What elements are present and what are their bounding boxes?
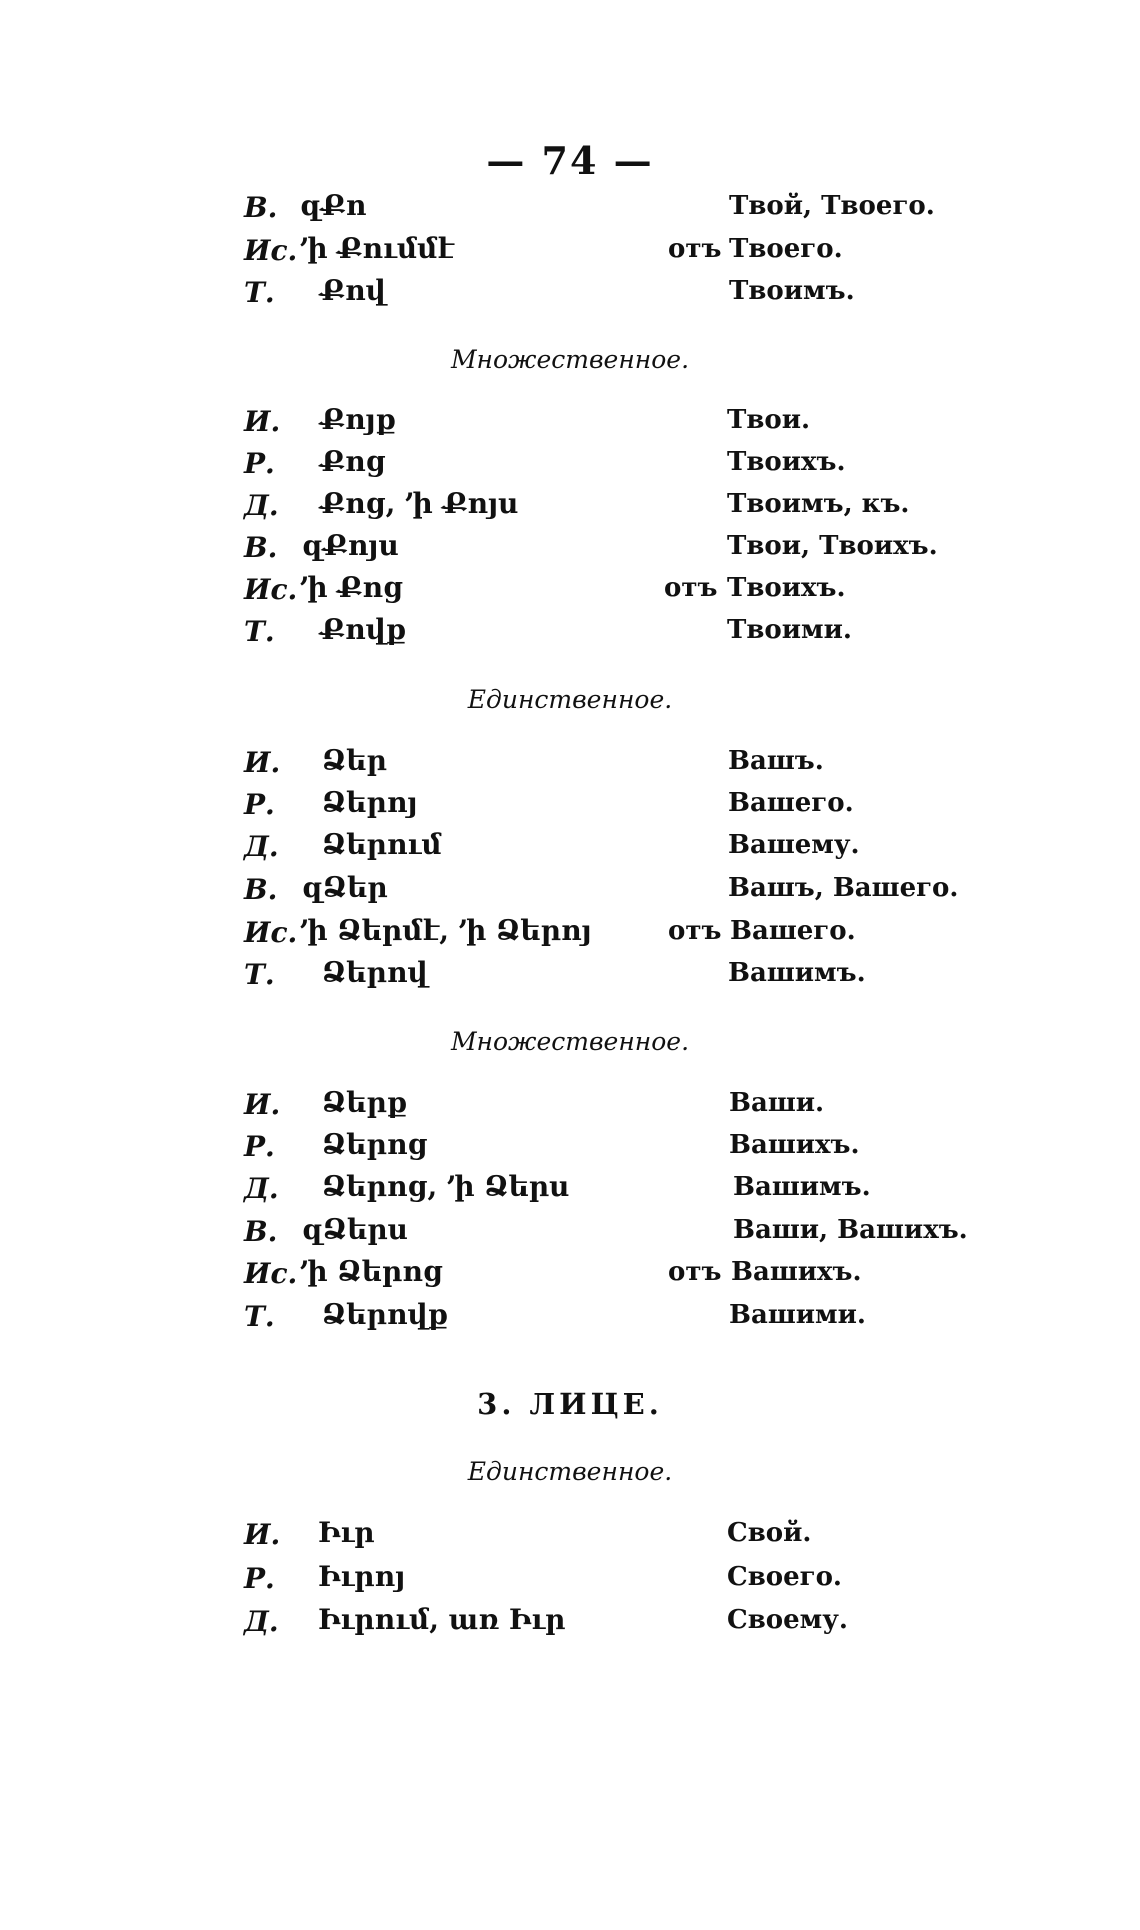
russian-translation: Твои, Твоихъ. xyxy=(727,531,938,561)
translation-prefix: отъ xyxy=(668,916,722,946)
translation-prefix: отъ xyxy=(664,573,718,603)
translation-prefix: отъ xyxy=(668,1257,722,1287)
armenian-form: Քոյք xyxy=(320,403,397,436)
case-label: Т. xyxy=(244,1300,275,1333)
russian-translation: Твой, Твоего. xyxy=(729,191,935,221)
russian-translation: Вашего. xyxy=(728,788,854,818)
declension-row xyxy=(0,1257,1140,1297)
armenian-form: Ձերով xyxy=(322,956,428,989)
section-title-plural: Множественное. xyxy=(450,345,690,374)
armenian-form: Քոց xyxy=(320,445,386,478)
case-label: В. xyxy=(244,191,278,224)
russian-translation: Своему. xyxy=(727,1605,848,1635)
declension-row xyxy=(0,191,1140,231)
case-label: И. xyxy=(244,1518,281,1551)
translation-prefix: отъ xyxy=(668,234,722,264)
section-title-singular: Единственное. xyxy=(467,685,673,714)
armenian-form: Իւրոյ xyxy=(318,1560,406,1593)
declension-row xyxy=(0,788,1140,828)
declension-row xyxy=(0,1605,1140,1645)
armenian-form: ՚ի Ձերմէ, ՚ի Ձերոյ xyxy=(300,914,592,947)
case-label: В. xyxy=(244,531,278,564)
russian-translation: Твоихъ. xyxy=(727,447,846,477)
case-label: И. xyxy=(244,405,281,438)
declension-row xyxy=(0,1088,1140,1128)
case-label: Р. xyxy=(244,788,275,821)
russian-translation: Вашего. xyxy=(730,916,856,946)
case-label: Д. xyxy=(244,830,279,863)
case-label: Ис. xyxy=(244,573,298,606)
armenian-form: ՚ի Քումմէ xyxy=(300,232,455,265)
russian-translation: Твоимъ, къ. xyxy=(727,489,910,519)
declension-row xyxy=(0,1518,1140,1558)
declension-row xyxy=(0,1215,1140,1255)
declension-row xyxy=(0,873,1140,913)
declension-row xyxy=(0,615,1140,655)
declension-row xyxy=(0,1562,1140,1602)
case-label: Р. xyxy=(244,1130,275,1163)
armenian-form: Իւր xyxy=(318,1516,375,1549)
declension-row xyxy=(0,573,1140,613)
armenian-form: զՁեր xyxy=(302,871,388,904)
armenian-form: Ձերք xyxy=(322,1086,408,1119)
declension-row xyxy=(0,1130,1140,1170)
russian-translation: Вашимъ. xyxy=(733,1172,871,1202)
russian-translation: Ваши. xyxy=(729,1088,825,1118)
russian-translation: Вашему. xyxy=(728,830,860,860)
case-label: Т. xyxy=(244,958,275,991)
declension-row xyxy=(0,489,1140,529)
russian-translation: Вашимъ. xyxy=(728,958,866,988)
case-label: Д. xyxy=(244,1605,279,1638)
russian-translation: Вашъ, Вашего. xyxy=(728,873,959,903)
case-label: Ис. xyxy=(244,234,298,267)
case-label: Д. xyxy=(244,489,279,522)
case-label: Д. xyxy=(244,1172,279,1205)
case-label: В. xyxy=(244,873,278,906)
section-title-plural: Множественное. xyxy=(450,1027,690,1056)
declension-row xyxy=(0,830,1140,870)
armenian-form: զՁերս xyxy=(302,1213,408,1246)
russian-translation: Твои. xyxy=(727,405,811,435)
declension-row xyxy=(0,234,1140,274)
russian-translation: Свой. xyxy=(727,1518,812,1548)
section-title-singular: Единственное. xyxy=(467,1457,673,1486)
declension-row xyxy=(0,958,1140,998)
declension-row xyxy=(0,276,1140,316)
armenian-form: ՚ի Ձերոց xyxy=(300,1255,443,1288)
russian-translation: Вашихъ. xyxy=(731,1257,862,1287)
case-label: Р. xyxy=(244,447,275,480)
declension-row xyxy=(0,1300,1140,1340)
armenian-form: Ձերում xyxy=(322,828,442,861)
armenian-form: Ձերովք xyxy=(322,1298,449,1331)
armenian-form: Ձերոց xyxy=(322,1128,428,1161)
case-label: В. xyxy=(244,1215,278,1248)
russian-translation: Твоихъ. xyxy=(727,573,846,603)
declension-row xyxy=(0,1172,1140,1212)
armenian-form: Ձերոյ xyxy=(322,786,418,819)
armenian-form: Իւրում, առ Իւր xyxy=(318,1603,566,1636)
armenian-form: Քով xyxy=(320,274,386,307)
armenian-form: Քոց, ՚ի Քոյս xyxy=(320,487,519,520)
russian-translation: Вашими. xyxy=(729,1300,866,1330)
declension-row xyxy=(0,916,1140,956)
case-label: Р. xyxy=(244,1562,275,1595)
case-label: Ис. xyxy=(244,1257,298,1290)
case-label: И. xyxy=(244,1088,281,1121)
declension-row xyxy=(0,405,1140,445)
russian-translation: Вашихъ. xyxy=(729,1130,860,1160)
declension-row xyxy=(0,746,1140,786)
page-number: — 74 — xyxy=(486,138,654,183)
case-label: Т. xyxy=(244,276,275,309)
case-label: Ис. xyxy=(244,916,298,949)
russian-translation: Вашъ. xyxy=(728,746,824,776)
case-label: И. xyxy=(244,746,281,779)
armenian-form: Քովք xyxy=(320,613,407,646)
case-label: Т. xyxy=(244,615,275,648)
russian-translation: Твоими. xyxy=(727,615,852,645)
armenian-form: Ձեր xyxy=(322,744,387,777)
person-heading: 3. ЛИЦЕ. xyxy=(477,1387,663,1421)
russian-translation: Твоего. xyxy=(729,234,843,264)
declension-row xyxy=(0,447,1140,487)
russian-translation: Твоимъ. xyxy=(729,276,855,306)
declension-row xyxy=(0,531,1140,571)
armenian-form: Ձերոց, ՚ի Ձերս xyxy=(322,1170,570,1203)
armenian-form: ՚ի Քոց xyxy=(300,571,403,604)
armenian-form: զՔոյս xyxy=(302,529,399,562)
russian-translation: Своего. xyxy=(727,1562,842,1592)
russian-translation: Ваши, Вашихъ. xyxy=(733,1215,968,1245)
armenian-form: զՔո xyxy=(300,189,367,222)
